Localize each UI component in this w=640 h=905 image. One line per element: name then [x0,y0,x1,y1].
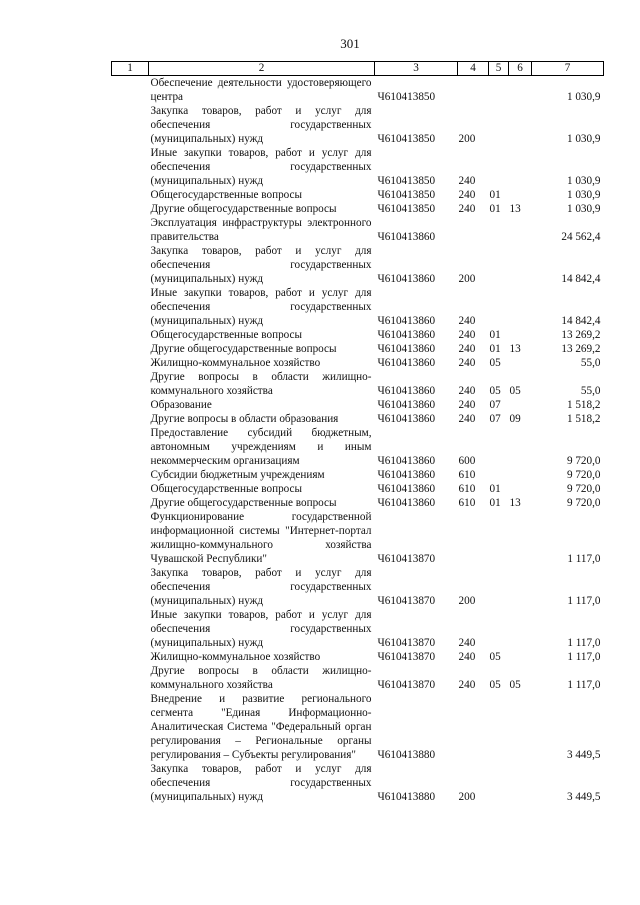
row-pr [509,188,532,202]
row-amount: 55,0 [580,357,601,369]
row-rz: 01 [489,343,501,355]
row-vr: 200 [458,595,476,607]
row-name: Эксплуатация инфраструктуры электронного правительства [150,217,372,243]
table-row [112,468,604,482]
table-row [112,412,604,426]
row-code: Ч610413860 [377,497,436,509]
row-amount: 1 518,2 [566,399,601,411]
blank-cell [112,146,149,188]
column-header: 6 [509,62,532,76]
row-pr: 13 [509,497,521,509]
row-vr [458,692,489,762]
row-name: Другие общегосударственные вопросы [150,343,337,355]
blank-cell [112,370,149,398]
row-name: Иные закупки товаров, работ и услуг для обеспечения государственных (муниципальных) нужд [150,287,372,327]
row-rz [489,146,509,188]
blank-cell [112,482,149,496]
row-amount: 1 117,0 [567,637,601,649]
row-name: Жилищно-коммунальное хозяйство [150,357,321,369]
blank-cell [112,692,149,762]
row-code: Ч610413860 [377,455,436,467]
row-amount: 55,0 [580,385,601,397]
blank-cell [112,356,149,370]
table-body [112,76,604,805]
page-number: 301 [340,36,360,51]
row-code: Ч610413860 [377,469,436,481]
table-row [112,216,604,244]
row-rz [489,244,509,286]
row-rz [489,608,509,650]
table-row [112,356,604,370]
row-pr [509,216,532,244]
blank-cell [112,188,149,202]
blank-cell [112,664,149,692]
row-amount: 1 030,9 [566,203,601,215]
row-amount: 1 030,9 [566,133,601,145]
row-vr: 240 [458,329,476,341]
row-code: Ч610413870 [377,637,436,649]
table-row [112,370,604,398]
row-vr: 240 [458,399,476,411]
table-header-row [112,62,604,76]
row-amount: 9 720,0 [566,469,601,481]
row-amount: 9 720,0 [566,483,601,495]
row-pr [509,76,532,105]
row-name: Иные закупки товаров, работ и услуг для обеспечения государственных (муниципальных) нужд [150,147,372,187]
blank-cell [112,342,149,356]
row-vr: 240 [458,315,476,327]
row-code: Ч610413860 [377,483,436,495]
blank-cell [112,216,149,244]
row-rz: 01 [489,329,501,341]
row-pr [509,426,532,468]
row-rz [489,762,509,804]
budget-table [111,61,604,804]
row-rz: 01 [489,483,501,495]
table-row [112,104,604,146]
row-name: Другие общегосударственные вопросы [150,203,337,215]
row-code: Ч610413870 [377,553,436,565]
row-rz [489,566,509,608]
table-row [112,328,604,342]
row-name: Обеспечение деятельности удостоверяющего центра [150,77,372,103]
row-code: Ч610413870 [377,595,436,607]
blank-cell [112,608,149,650]
row-pr [509,104,532,146]
column-header: 7 [532,62,604,76]
row-name: Другие общегосударственные вопросы [150,497,337,509]
row-vr: 610 [458,469,476,481]
row-rz: 01 [489,203,501,215]
row-amount: 24 562,4 [561,231,601,243]
row-vr: 610 [458,497,476,509]
row-name: Закупка товаров, работ и услуг для обеспечения государственных (муниципальных) нужд [150,105,372,145]
row-vr: 240 [458,385,476,397]
table-row [112,496,604,510]
blank-cell [112,426,149,468]
row-name: Жилищно-коммунальное хозяйство [150,651,321,663]
table-row [112,664,604,692]
row-rz: 05 [489,679,501,691]
row-name: Другие вопросы в области образования [150,413,339,425]
row-vr: 600 [458,455,476,467]
row-code: Ч610413860 [377,385,436,397]
row-code: Ч610413860 [377,357,436,369]
table-row [112,482,604,496]
row-name: Другие вопросы в области жилищно-коммунального хозяйства [150,371,372,397]
row-pr [509,650,532,664]
row-amount: 1 030,9 [566,175,601,187]
row-vr: 200 [458,791,476,803]
row-name: Закупка товаров, работ и услуг для обеспечения государственных (муниципальных) нужд [150,763,372,803]
row-pr: 09 [509,413,521,425]
blank-cell [112,286,149,328]
row-amount: 13 269,2 [561,343,601,355]
blank-cell [112,412,149,426]
row-rz: 05 [489,651,501,663]
row-pr [509,244,532,286]
row-amount: 13 269,2 [561,329,601,341]
column-header: 5 [489,62,509,76]
row-amount: 1 117,0 [567,595,601,607]
row-amount: 1 117,0 [567,651,601,663]
row-code: Ч610413860 [377,329,436,341]
row-code: Ч610413860 [377,231,436,243]
row-pr: 13 [509,343,521,355]
blank-cell [112,328,149,342]
row-pr [509,762,532,804]
row-code: Ч610413880 [377,749,436,761]
table-row [112,566,604,608]
table-row [112,76,604,105]
blank-cell [112,244,149,286]
column-header: 3 [375,62,458,76]
row-name: Субсидии бюджетным учреждениям [150,469,325,481]
blank-cell [112,510,149,566]
row-vr: 200 [458,133,476,145]
table-row [112,286,604,328]
row-rz: 05 [489,385,501,397]
row-name: Внедрение и развитие регионального сегмента "Единая Информационно-Аналитическая Система "Федеральный орган регулирования – Региональные органы регулирования – Субъекты регулирования" [150,693,372,761]
row-rz [489,468,509,482]
row-rz [489,286,509,328]
row-rz [489,510,509,566]
row-name: Закупка товаров, работ и услуг для обеспечения государственных (муниципальных) нужд [150,245,372,285]
column-header: 2 [149,62,375,76]
row-rz [489,692,509,762]
row-pr [509,468,532,482]
row-vr: 240 [458,679,476,691]
row-pr [509,146,532,188]
row-pr [509,286,532,328]
row-amount: 1 518,2 [566,413,601,425]
row-vr: 240 [458,189,476,201]
row-code: Ч610413860 [377,413,436,425]
blank-cell [112,650,149,664]
row-pr [509,692,532,762]
row-code: Ч610413850 [377,203,436,215]
row-amount: 14 842,4 [561,273,601,285]
row-rz: 07 [489,413,501,425]
row-rz: 07 [489,399,501,411]
row-name: Предоставление субсидий бюджетным, автономным учреждениям и иным некоммерческим организациям [150,427,372,467]
row-vr: 240 [458,651,476,663]
row-vr: 240 [458,357,476,369]
row-name: Общегосударственные вопросы [150,189,303,201]
blank-cell [112,202,149,216]
blank-cell [112,76,149,105]
row-amount: 1 030,9 [566,91,601,103]
row-code: Ч610413860 [377,273,436,285]
blank-cell [112,104,149,146]
row-code: Ч610413850 [377,133,436,145]
row-amount: 1 030,9 [566,189,601,201]
row-name: Функционирование государственной информационной системы "Интернет-портал жилищно-коммунального хозяйства Чувашской Республики" [150,511,372,565]
row-code: Ч610413860 [377,399,436,411]
blank-cell [112,398,149,412]
row-code: Ч610413860 [377,343,436,355]
row-vr: 200 [458,273,476,285]
row-vr: 240 [458,637,476,649]
row-vr: 240 [458,413,476,425]
row-pr: 13 [509,203,521,215]
row-vr: 240 [458,203,476,215]
row-rz: 01 [489,497,501,509]
row-amount: 3 449,5 [566,791,601,803]
row-code: Ч610413850 [377,175,436,187]
table-row [112,342,604,356]
table-row [112,146,604,188]
row-pr [509,398,532,412]
row-vr: 240 [458,175,476,187]
row-code: Ч610413870 [377,679,436,691]
blank-cell [112,762,149,804]
row-vr: 240 [458,343,476,355]
table-row [112,762,604,804]
row-rz [489,76,509,105]
row-name: Закупка товаров, работ и услуг для обеспечения государственных (муниципальных) нужд [150,567,372,607]
row-name: Образование [150,399,212,411]
table-row [112,188,604,202]
row-name: Общегосударственные вопросы [150,329,303,341]
blank-cell [112,496,149,510]
row-amount: 9 720,0 [566,497,601,509]
column-header: 4 [458,62,489,76]
row-code: Ч610413850 [377,91,436,103]
blank-cell [112,566,149,608]
row-pr [509,510,532,566]
table-row [112,510,604,566]
row-pr [509,566,532,608]
table-row [112,426,604,468]
row-rz [489,104,509,146]
row-code: Ч610413870 [377,651,436,663]
row-vr [458,510,489,566]
row-pr [509,482,532,496]
table-row [112,398,604,412]
blank-cell [112,468,149,482]
row-pr [509,608,532,650]
row-name: Общегосударственные вопросы [150,483,303,495]
row-amount: 14 842,4 [561,315,601,327]
row-rz: 05 [489,357,501,369]
row-code: Ч610413860 [377,315,436,327]
row-vr: 610 [458,483,476,495]
row-amount: 3 449,5 [566,749,601,761]
row-amount: 9 720,0 [566,455,601,467]
table-row [112,202,604,216]
row-rz: 01 [489,189,501,201]
row-vr [458,76,489,105]
table-row [112,650,604,664]
row-name: Другие вопросы в области жилищно-коммунального хозяйства [150,665,372,691]
row-vr [458,216,489,244]
row-amount: 1 117,0 [567,553,601,565]
row-rz [489,426,509,468]
row-name: Иные закупки товаров, работ и услуг для обеспечения государственных (муниципальных) нужд [150,609,372,649]
row-pr [509,328,532,342]
row-code: Ч610413880 [377,791,436,803]
row-pr: 05 [509,679,521,691]
table-row [112,692,604,762]
row-rz [489,216,509,244]
table-row [112,244,604,286]
row-amount: 1 117,0 [567,679,601,691]
row-pr [509,356,532,370]
row-pr: 05 [509,385,521,397]
column-header: 1 [112,62,149,76]
table-row [112,608,604,650]
row-code: Ч610413850 [377,189,436,201]
